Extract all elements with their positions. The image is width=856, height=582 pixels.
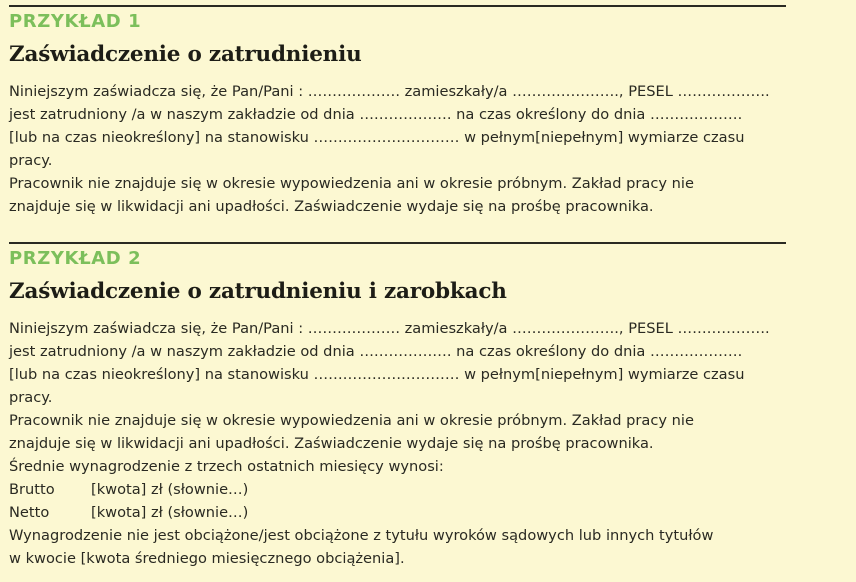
example-2-body xyxy=(9,317,786,570)
body-line: Pracownik nie znajduje się w okresie wypowiedzenia ani w okresie próbnym. Zakład pracy nie xyxy=(9,175,694,192)
netto-label: Netto xyxy=(9,504,50,521)
brutto-row xyxy=(9,478,786,501)
body-line: jest zatrudniony /a w naszym zakładzie od dnia ………………. na czas określony do dnia ………………. xyxy=(9,106,743,123)
body-line: jest zatrudniony /a w naszym zakładzie od dnia ………………. na czas określony do dnia ………………. xyxy=(9,343,743,360)
body-line: w kwocie [kwota średniego miesięcznego obciążenia]. xyxy=(9,550,405,567)
brutto-label: Brutto xyxy=(9,481,55,498)
example-2-section xyxy=(9,242,786,570)
netto-row xyxy=(9,501,786,524)
example-1-label: PRZYKŁAD 1 xyxy=(9,11,142,32)
example-2-label: PRZYKŁAD 2 xyxy=(9,248,142,269)
section-divider xyxy=(9,242,786,244)
body-line: Niniejszym zaświadcza się, że Pan/Pani : ………………. zamieszkały/a …………………., PESEL ………………. xyxy=(9,83,770,100)
body-line: pracy. xyxy=(9,152,53,169)
body-line: [lub na czas nieokreślony] na stanowisku ………………………… w pełnym[niepełnym] wymiarze czasu xyxy=(9,366,745,383)
top-divider xyxy=(9,5,786,7)
netto-value: [kwota] zł (słownie…) xyxy=(91,504,249,521)
body-line: Niniejszym zaświadcza się, że Pan/Pani : ………………. zamieszkały/a …………………., PESEL ………………. xyxy=(9,320,770,337)
body-line: znajduje się w likwidacji ani upadłości. Zaświadczenie wydaje się na prośbę pracownika. xyxy=(9,435,654,452)
body-line: [lub na czas nieokreślony] na stanowisku ………………………… w pełnym[niepełnym] wymiarze czasu xyxy=(9,129,745,146)
example-1-title: Zaświadczenie o zatrudnieniu xyxy=(9,42,362,67)
example-1-body xyxy=(9,80,786,218)
body-line: Średnie wynagrodzenie z trzech ostatnich miesięcy wynosi: xyxy=(9,458,444,475)
example-1-section xyxy=(9,5,786,218)
brutto-value: [kwota] zł (słownie…) xyxy=(91,481,249,498)
body-line: pracy. xyxy=(9,389,53,406)
body-line: Wynagrodzenie nie jest obciążone/jest obciążone z tytułu wyroków sądowych lub innych tytułów xyxy=(9,527,714,544)
example-2-title: Zaświadczenie o zatrudnieniu i zarobkach xyxy=(9,279,507,304)
body-line: znajduje się w likwidacji ani upadłości. Zaświadczenie wydaje się na prośbę pracownika. xyxy=(9,198,654,215)
body-line: Pracownik nie znajduje się w okresie wypowiedzenia ani w okresie próbnym. Zakład pracy nie xyxy=(9,412,694,429)
